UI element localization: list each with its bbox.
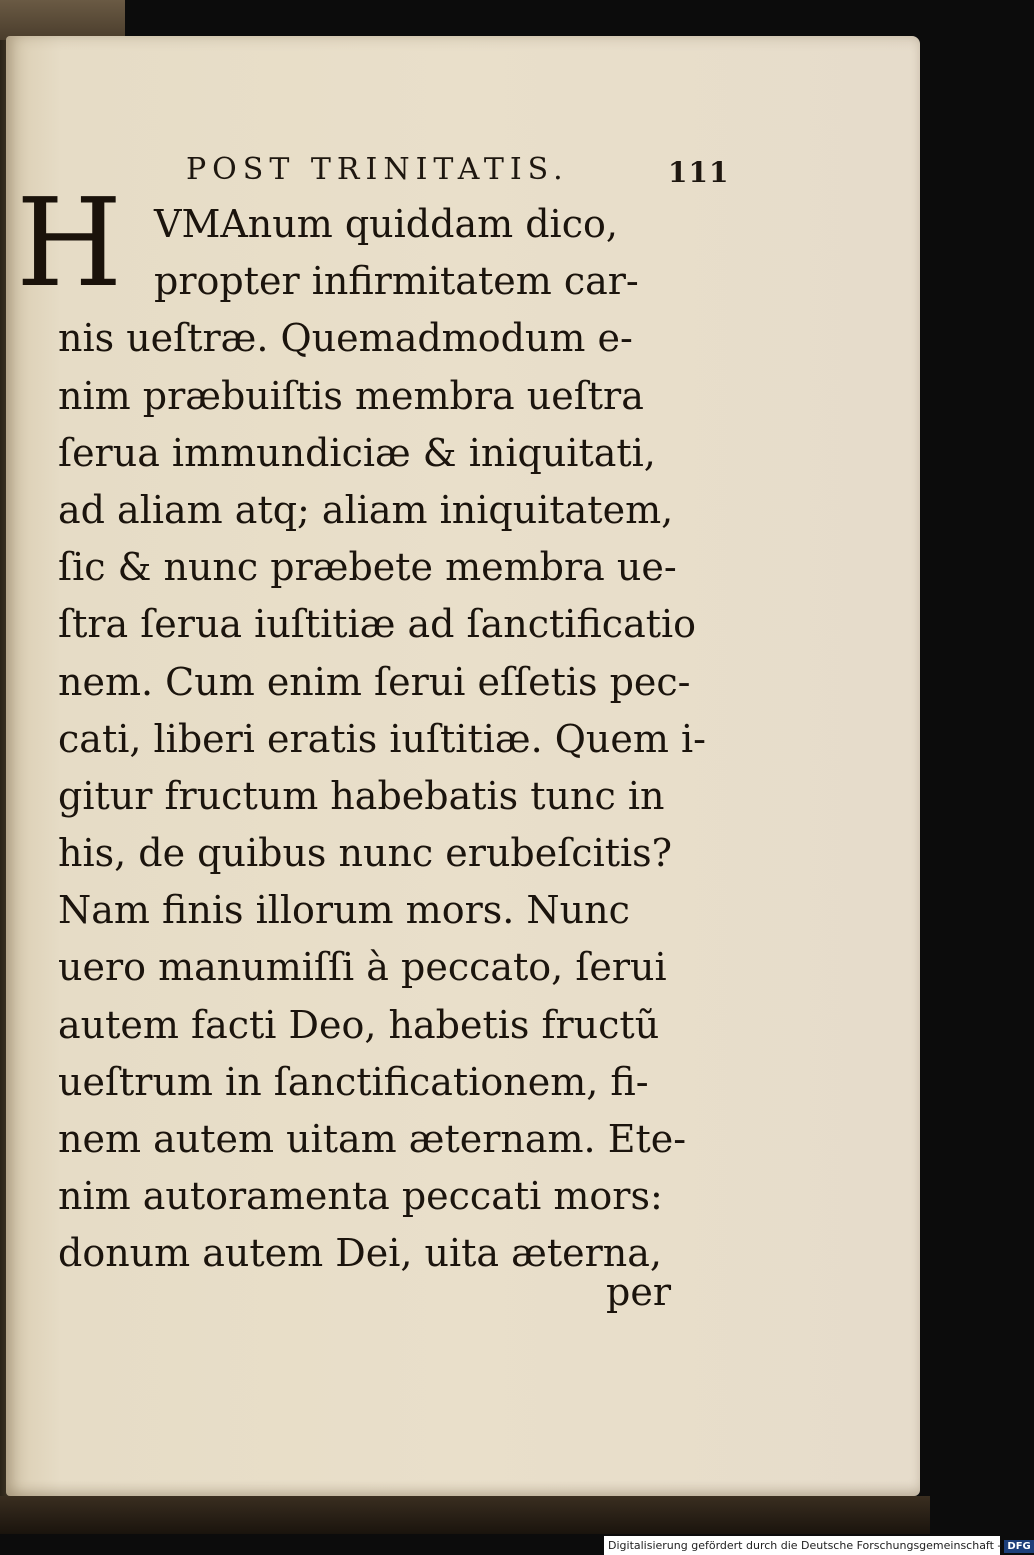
text-line: ueſtrum in ſanctificationem, fi-	[58, 1059, 649, 1104]
text-line: ad aliam atq; aliam iniquitatem,	[58, 487, 674, 532]
body-text	[58, 196, 708, 1283]
catchword: per	[606, 1270, 671, 1314]
text-line: nem autem uitam æternam. Ete-	[58, 1117, 687, 1161]
text-line: nim autoramenta peccati mors:	[58, 1174, 663, 1219]
dfg-logo: DFG	[1004, 1540, 1033, 1553]
text-line: cati, liberi eratis iuſtitiæ. Quem i-	[58, 716, 706, 761]
text-line: his, de quibus nunc erubeſcitis?	[58, 831, 673, 876]
digitization-credit	[604, 1536, 1031, 1555]
text-line: ſerua immundiciæ & iniquitati,	[58, 430, 656, 475]
text-line: nem. Cum enim ſerui eſſetis pec-	[58, 659, 691, 704]
folio-number: 111	[668, 156, 730, 189]
text-line: ſtra ſerua iuſtitiæ ad ſanctificatio	[58, 602, 697, 647]
running-title: POST TRINITATIS.	[186, 152, 569, 187]
text-line: autem facti Deo, habetis fructũ	[58, 1002, 660, 1047]
credit-text: Digitalisierung gefördert durch die Deutsche Forschungsgemeinschaft -	[608, 1539, 1002, 1552]
text-line: gitur fructum habebatis tunc in	[58, 773, 665, 818]
book-cover-edge	[0, 0, 125, 40]
running-head	[186, 146, 730, 196]
text-line: nim præbuiſtis membra ueſtra	[58, 373, 644, 418]
text-line: Nam finis illorum mors. Nunc	[58, 888, 630, 933]
text-line: VMAnum quiddam dico,	[154, 202, 618, 246]
text-line: donum autem Dei, uita æterna,	[58, 1231, 663, 1276]
text-line: uero manumiſſi à peccato, ſerui	[58, 945, 667, 990]
page-bottom-edge	[0, 1496, 930, 1534]
text-line: nis ueſtræ. Quemadmodum e-	[58, 316, 633, 361]
decorated-initial: H	[16, 172, 123, 314]
text-line: ſic & nunc præbete membra ue-	[58, 545, 677, 590]
text-line: propter infirmitatem car-	[154, 259, 639, 304]
